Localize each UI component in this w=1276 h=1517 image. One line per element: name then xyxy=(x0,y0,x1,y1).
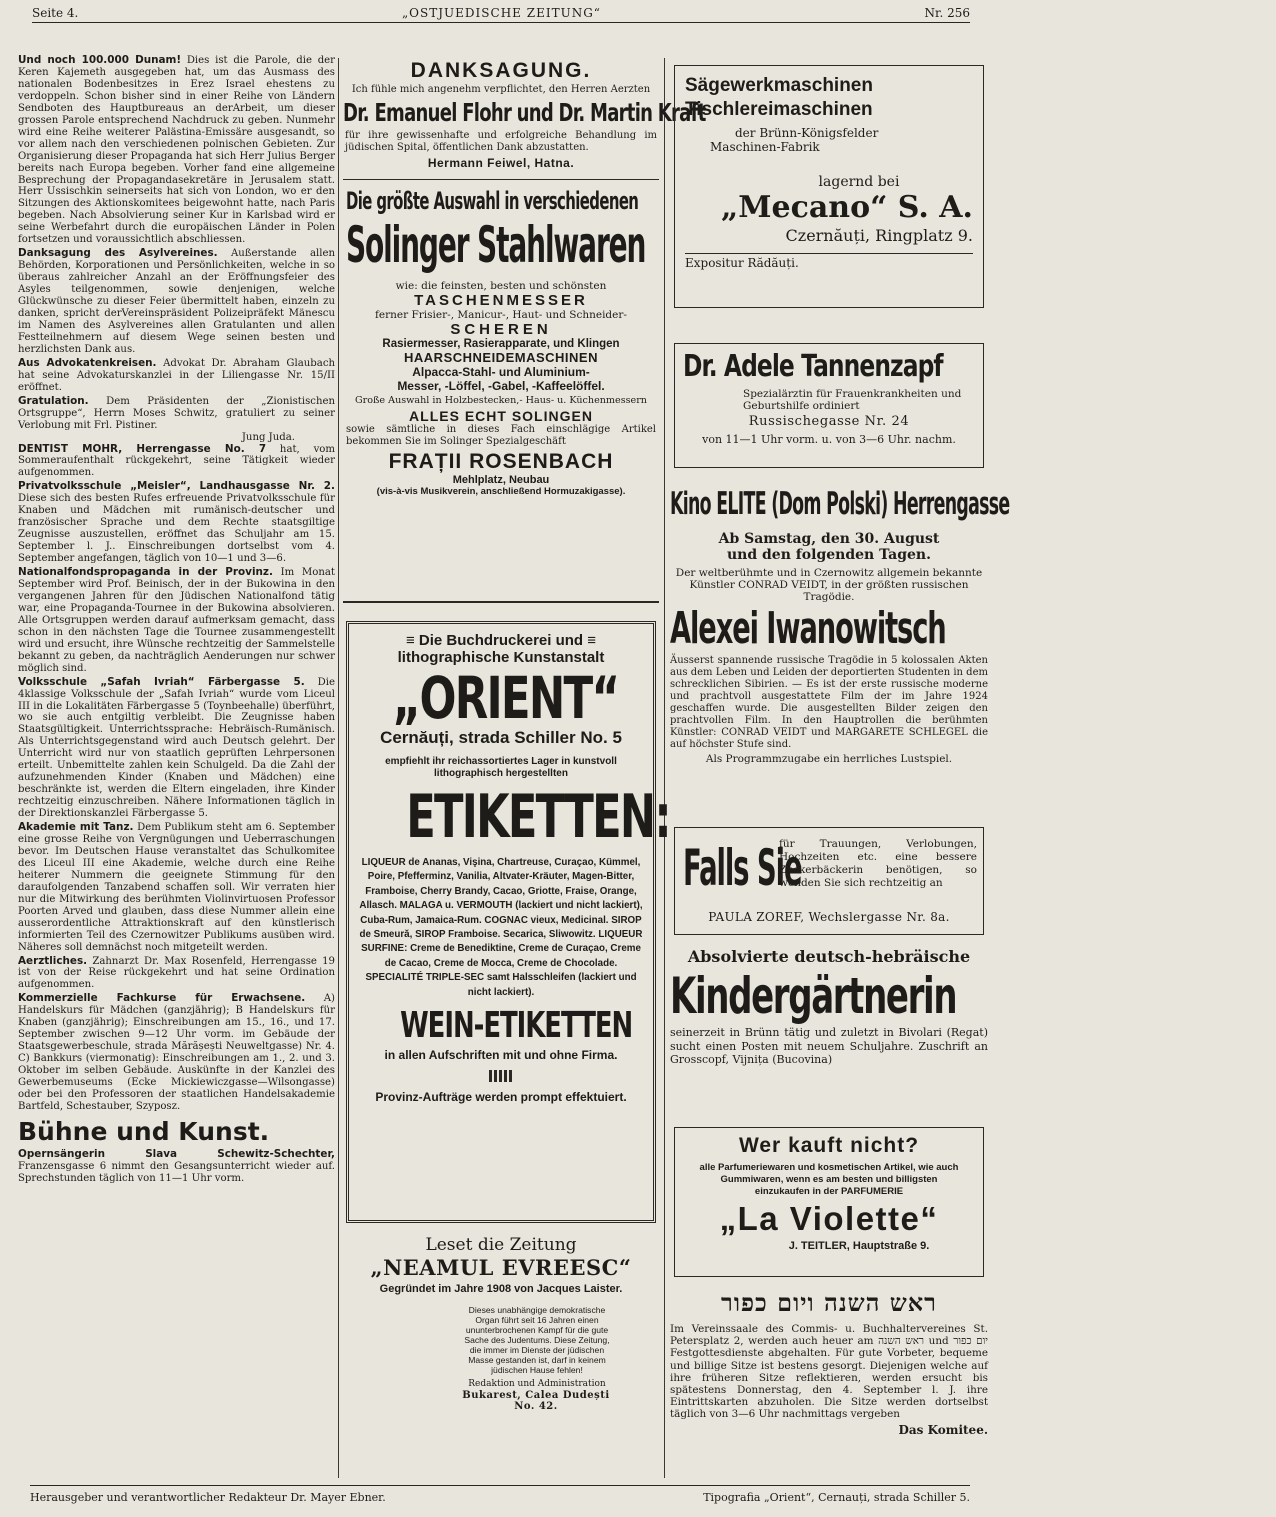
ad-title: DANKSAGUNG. xyxy=(410,59,592,82)
ad-solinger: Die größte Auswahl in verschiedenen Solinger Stahlwaren wie: die feinsten, besten und schönsten TASCHENMESSER ferner Frisier-, Manicur-, Haut- und Schneider- SCHEREN Rasiermesser, Rasierapparate, und Klingen HAARSCHNEIDEMASCHINEN Alpacca-Stahl- und Aluminium- Messer, -Löffel, -Gabel, -Kaffeelöffel. Große Auswahl in Holzbestecken,- Haus- u. Küchenmessern ALLES ECHT SOLINGEN sowie sämtliche in dieses Fach einschlägige Artikel bekommen Sie im Solinger Spezialgeschäft FRAȚII ROSENBACH Mehlplatz, Neubau (vis-à-vis Musikverein, anschließend Hormuzakigasse). xyxy=(343,180,659,603)
article: Danksagung des Asylvereines. Außerstande allen Behörden, Korporationen und Persönlichkeiten, welche in so überaus zahlreicher Anzahl an der Eröffnungsfeier des Asyles teilgenommen, sowie denjenigen, welche Glückwünsche zu dieser Feier übermittelt haben, einzeln zu danken, spricht derVereinspräsident Polizeipräfekt Mänescu im Namen des Asylvereines allen Gratulanten und allen Festteilnehmern auf diesem Wege seinen besten und herzlichsten Dank aus. xyxy=(18,247,336,355)
wein-etiketten: WEIN-ETIKETTEN xyxy=(400,1005,633,1047)
news-column xyxy=(18,55,335,1477)
ad-la-violette: Wer kauft nicht? alle Parfumeriewaren und kosmetischen Artikel, wie auch Gummiwaren, wenn es am besten und billigsten einzukaufen in der PARFUMERIE „La Violette“ J. TEITLER, Hauptstraße 9. xyxy=(674,1127,984,1277)
page-label: Seite 4. xyxy=(32,5,79,20)
ad-kino-elite: Kino ELITE (Dom Polski) Herrengasse Ab Samstag, den 30. August und den folgenden Tagen. Der weltberühmte und in Czernowitz allgemein bekannte Künstler CONRAD VEIDT, in der größten russischen Tragödie. Alexei Iwanowitsch Äusserst spannende russische Tragödie in 5 kolossalen Akten aus dem Leben und Leiden der deportierten Studenten in dem schrecklichen Sibirien. — Es ist der erste russische moderne und prachtvoll ausgestattete Film der im Jahre 1924 geschaffen wurde. Die ausgestellten Bilder zeigen den prachtvollen Film. In den Hauptrollen die berühmten Künstler: CONRAD VEIDT und MARGARETE SCHLEGEL die auf höchster Stufe sind. Als Programmzugabe ein herrliches Lustspiel. xyxy=(670,486,1010,765)
hebrew-heading: ראש השנה ויום כפור xyxy=(721,1288,937,1317)
orient-name: „ORIENT“ xyxy=(392,664,619,732)
doctor-names: Dr. Emanuel Flohr und Dr. Martin Kraft xyxy=(343,98,706,127)
shop-name: FRAȚII ROSENBACH xyxy=(388,450,614,473)
signature: Jung Juda. xyxy=(241,431,295,443)
section-heading: Bühne und Kunst. xyxy=(18,1116,270,1146)
article: Aus Advokatenkreisen. Advokat Dr. Abraham Glaubach hat seine Advokaturskanzlei in der Liliengasse Nr. 15/II eröffnet. xyxy=(18,356,336,393)
ad-adele-tannenzapf: Dr. Adele Tannenzapf Spezialärztin für Frauenkrankheiten und Geburtshilfe ordiniert Russischegasse Nr. 24 von 11—1 Uhr vorm. u. von 3—6 Uhr. nachm. xyxy=(674,343,984,468)
paper-name: „NEAMUL EVREESC“ xyxy=(370,1255,632,1280)
ad-brand: Solinger Stahlwaren xyxy=(346,216,646,274)
column-divider xyxy=(664,58,665,1478)
notice-komitee: ראש השנה ויום כפור Im Vereinssaale des Commis- u. Buchhaltervereines St. Petersplatz 2, werden auch heuer am ראש השנה und יום כפור Festgottesdienste abgehalten. Für gute Vorbeter, bequeme und billige Sitze ist bestens gesorgt. Diejenigen welche auf ihre früheren Sitze reflektieren, werden ersucht bis spätestens Donnerstag, den 4. September l. J. ihre Eintrittskarten abzuholen. Die Sitze werden dortselbst täglich von 3—6 Uhr nachmittags vergeben Das Komitee. xyxy=(670,1288,988,1437)
article: Privatvolksschule „Meisler“, Landhausgasse Nr. 2. Diese sich des besten Rufes erfreuende Privatvolksschule für Knaben und Mädchen mit rumänisch-deutscher und französischer Sprache und dem Rechte staatsgiltige Zeugnisse auszustellen, eröffnet das Schuljahr am 15. September l. J.. Einschreibungen dortselbst vom 4. September angefangen, täglich von 10—1 und 3—6. xyxy=(18,480,335,565)
ad-kindergaertnerin: Absolvierte deutsch-hebräische Kindergärtnerin seinerzeit in Brünn tätig und zuletzt in Bivolari (Regat) sucht einen Posten mit neuem Schuljahre. Zuschrift an Grosscopf, Vijnița (Bucovina) xyxy=(670,947,988,1066)
article: Akademie mit Tanz. Dem Publikum steht am 6. September eine grosse Reihe von Vergnügungen und Ueberraschungen bevor. Im Deutschen Hause veranstaltet das Schulkomitee des Liceul III eine Akademie, welche durch eine Reihe heiterer Nummern die geeignete Stimmung für den daraufolgenden Tanzabend schaffen soll. Wir verraten hier nur die Mitwirkung des berühmten Violinvirtuosen Professor Poorten Arved und glauben, dass diese Nummer allein eine ausserordentliche Attraktionskraft auf den künstlerisch informierten Teil des Czernowitzer Publikums ausüben wird. Näheres soll demnächst noch mitgeteilt werden. xyxy=(18,821,335,953)
printer-line: Tipografia „Orient“, Cernauți, strada Schiller 5. xyxy=(703,1491,970,1504)
page-header xyxy=(32,3,970,23)
article: Und noch 100.000 Dunam! Dies ist die Parole, die der Keren Kajemeth ausgegeben hat, um das Ausmass des nationalen Bodenbesitzes in Erez Israel ehestens zu verdoppeln. Schon bisher sind in einer Reihe von Ländern Sendboten des Hauptbureaus an derArbeit, um dieser grossen Parole entsprechend Nachdruck zu geben. Nunmehr wird eine Reihe weiterer Palästina-Emissäre ausgesandt, so vor allem nach den verschiedenen polnischen Gebieten. Zur Organisierung dieser Propaganda hat sich Herr Julius Berger bereits nach Europa begeben. Vorher fand eine allgemeine Besprechung der Propagandasekretäre in Jerusalem statt. Herr Ussischkin seinerseits hat sich von London, wo er den Sitzungen des Aktionskomitees beigewohnt hatte, nach Paris begeben. Nach Absolvierung seiner Kur in Karlsbad wird er seine Werbefahrt durch die europäischen Länder in Polen fortsetzen und voraussichtlich abschliessen. xyxy=(18,54,336,246)
etiketten-heading: ETIKETTEN: xyxy=(406,782,670,852)
ad-column-middle xyxy=(343,55,706,1477)
article: Aerztliches. Zahnarzt Dr. Max Rosenfeld, Herrengasse 19 ist von der Reise rückgekehrt und hat seine Ordination aufgenommen. xyxy=(18,954,336,991)
article: Gratulation. Dem Präsidenten der „Zionistischen Ortsgruppe“, Herrn Moses Schwitz, gratuliert zu seiner Verlobung mit Frl. Pistiner. xyxy=(18,394,335,431)
article: Nationalfondspropaganda in der Provinz. Im Monat September wird Prof. Beinisch, der in der Bukowina in den vergangenen Jahren für den Jüdischen Nationalfond tätig war, eine Propaganda-Tournee in der Bukowina absolvieren. Alle Ortsgruppen werden darauf aufmerksam gemacht, dass schon in den nächsten Tage die Tournee zusammengestellt wird und ersucht, ihre Wünsche rechtzeitig der Sammelstelle bekannt zu geben, da nachträglich Aenderungen nur schwer möglich sind. xyxy=(18,566,336,674)
doctor-name: Dr. Adele Tannenzapf xyxy=(683,349,943,384)
article: Volksschule „Safah Ivriah“ Färbergasse 5. Die 4klassige Volksschule der „Safah Ivriah“ wurde vom Liceul III in die Lokalitäten Färbergasse 5 (Toynbeehalle) überführt, wo sie auch entgiltig verbleibt. Die Zeugnisse haben Staatsgültigkeit. Unterrichtssprache: Hebräisch-Rumänisch. Als Unterrichtsgegenstand wird auch Deutsch gelehrt. Der Unterricht wird nur von staatlich geprüften Lehrpersonen erteilt. Unbemittelte zahlen kein Schulgeld. Da die Zahl der aufzunehmenden Kinder (Knaben und Mädchen) eine beschränkte ist, werden die Eltern eingeladen, ihre Kinder rechtzeitig einzuschreiben. Nähere Informationen täglich in der Direktionskanzlei Färbergasse 5. xyxy=(18,675,336,820)
ad-danksagung: DANKSAGUNG. Ich fühle mich angenehm verpflichtet, den Herren Aerzten Dr. Emanuel Flohr und Dr. Martin Kraft für ihre gewissenhafte und erfolgreiche Behandlung im jüdischen Spital, öffentlichen Dank abzustatten. Hermann Feiwel, Hatna. xyxy=(343,55,659,180)
kindergaertnerin-heading: Kindergärtnerin xyxy=(670,967,957,1025)
ad-mecano: Sägewerkmaschinen Tischlereimaschinen der Brünn-Königsfelder Maschinen-Fabrik lagernd bei „Mecano“ S. A. Czernăuți, Ringplatz 9. Expositur Rădăuți. xyxy=(674,65,984,308)
shop-name: „La Violette“ xyxy=(719,1200,939,1237)
ad-column-right xyxy=(670,55,1010,1477)
ad-falls-sie: Falls Sie für Trauungen, Verlobungen, Hochzeiten etc. eine bessere Zuckerbäckerin benötigen, so wenden Sie sich rechtzeitig an PAULA ZOREF, Wechslergasse Nr. 8a. xyxy=(674,827,984,935)
newspaper-title: „OSTJUEDISCHE ZEITUNG“ xyxy=(401,5,601,20)
column-divider xyxy=(338,58,339,1478)
page-footer xyxy=(30,1485,970,1509)
ad-headline: Die größte Auswahl in verschiedenen xyxy=(346,187,639,215)
company-name: „Mecano“ S. A. xyxy=(721,190,973,225)
ad-orient: ≡ Die Buchdruckerei und ≡ lithographische Kunstanstalt „ORIENT“ Cernăuți, strada Schiller No. 5 empfiehlt ihr reichassortiertes Lager in kunstvoll lithographisch hergestellten ETIKETTEN: LIQUEUR de Ananas, Vişina, Chartreuse, Curaçao, Kümmel, Poire, Pfefferminz, Vanilia, Altvater-Kräuter, Magen-Bitter, Framboise, Cherry Brandy, Cacao, Griotte, Fraise, Orange, Allasch. MALAGA u. VERMOUTH (lackiert und nicht lackiert), Cuba-Rum, Jamaica-Rum. COGNAC vieux, Medicinal. SIROP de Smeură, SIROP Framboise. Secarica, Sliwowitz. LIQUEUR SURFINE: Creme de Benediktine, Creme de Curaçao, Creme de Cacao, Creme de Mocca, Creme de Chocolade. SPECIALITÉ TRIPLE-SEC samt Halsschleifen (lackiert und nicht lackiert). WEIN-ETIKETTEN in allen Aufschriften mit und ohne Firma. Provinz-Aufträge werden prompt effektuiert. xyxy=(346,621,656,1223)
issue-number: Nr. 256 xyxy=(924,5,970,20)
cinema-banner: Kino ELITE (Dom Polski) Herrengasse xyxy=(670,486,1010,522)
ad-neamul-evreesc: Leset die Zeitung „NEAMUL EVREESC“ Gegründet im Jahre 1908 von Jacques Laister. Dieses unabhängige demokratische Organ führt seit 16 Jahren einen ununterbrochenen Kampf für die gute Sache des Judentums. Diese Zeitung, die immer im Dienste der jüdischen Masse gestanden ist, darf in keinem jüdischen Hause fehlen! Redaktion und Administration Bukarest, Calea Dudești No. 42. xyxy=(343,1235,659,1475)
publisher-line: Herausgeber und verantwortlicher Redakteur Dr. Mayer Ebner. xyxy=(30,1491,386,1504)
article: Opernsängerin Slava Schewitz-Schechter, Franzensgasse 6 nimmt den Gesangsunterricht wieder auf. Sprechstunden täglich von 11—1 Uhr vorm. xyxy=(18,1147,335,1184)
film-title: Alexei Iwanowitsch xyxy=(670,603,946,654)
article: DENTIST MOHR, Herrengasse No. 7 hat, vom Sommeraufenthalt rückgekehrt, seine Tätigkeit wieder aufgenommen. xyxy=(18,442,335,479)
ornament-icon xyxy=(489,1070,513,1082)
article: Kommerzielle Fachkurse für Erwachsene. A) Handelskurs für Mädchen (ganzjährig); B Handelskurs für Knaben (ganzjährig); Einschreibungen am 15., 16., und 17. September zwischen 9—12 Uhr vorm. im Gebäude der Staatsgewerbeschule, strada Mărășești Neuweltgasse) Nr. 4. C) Bankkurs (viermonatig): Einschreibungen am 1., 2. und 3. Oktober im selben Gebäude. Auskünfte in der Kanzlei des Gewerbemuseums (Ecke Mickiewiczgasse—Wilsongasse) oder bei den Professoren der staatlichen Handelsakademie Bartfeld, Schestauber, Szyposz. xyxy=(18,992,335,1112)
falls-sie-heading: Falls Sie xyxy=(683,839,802,897)
